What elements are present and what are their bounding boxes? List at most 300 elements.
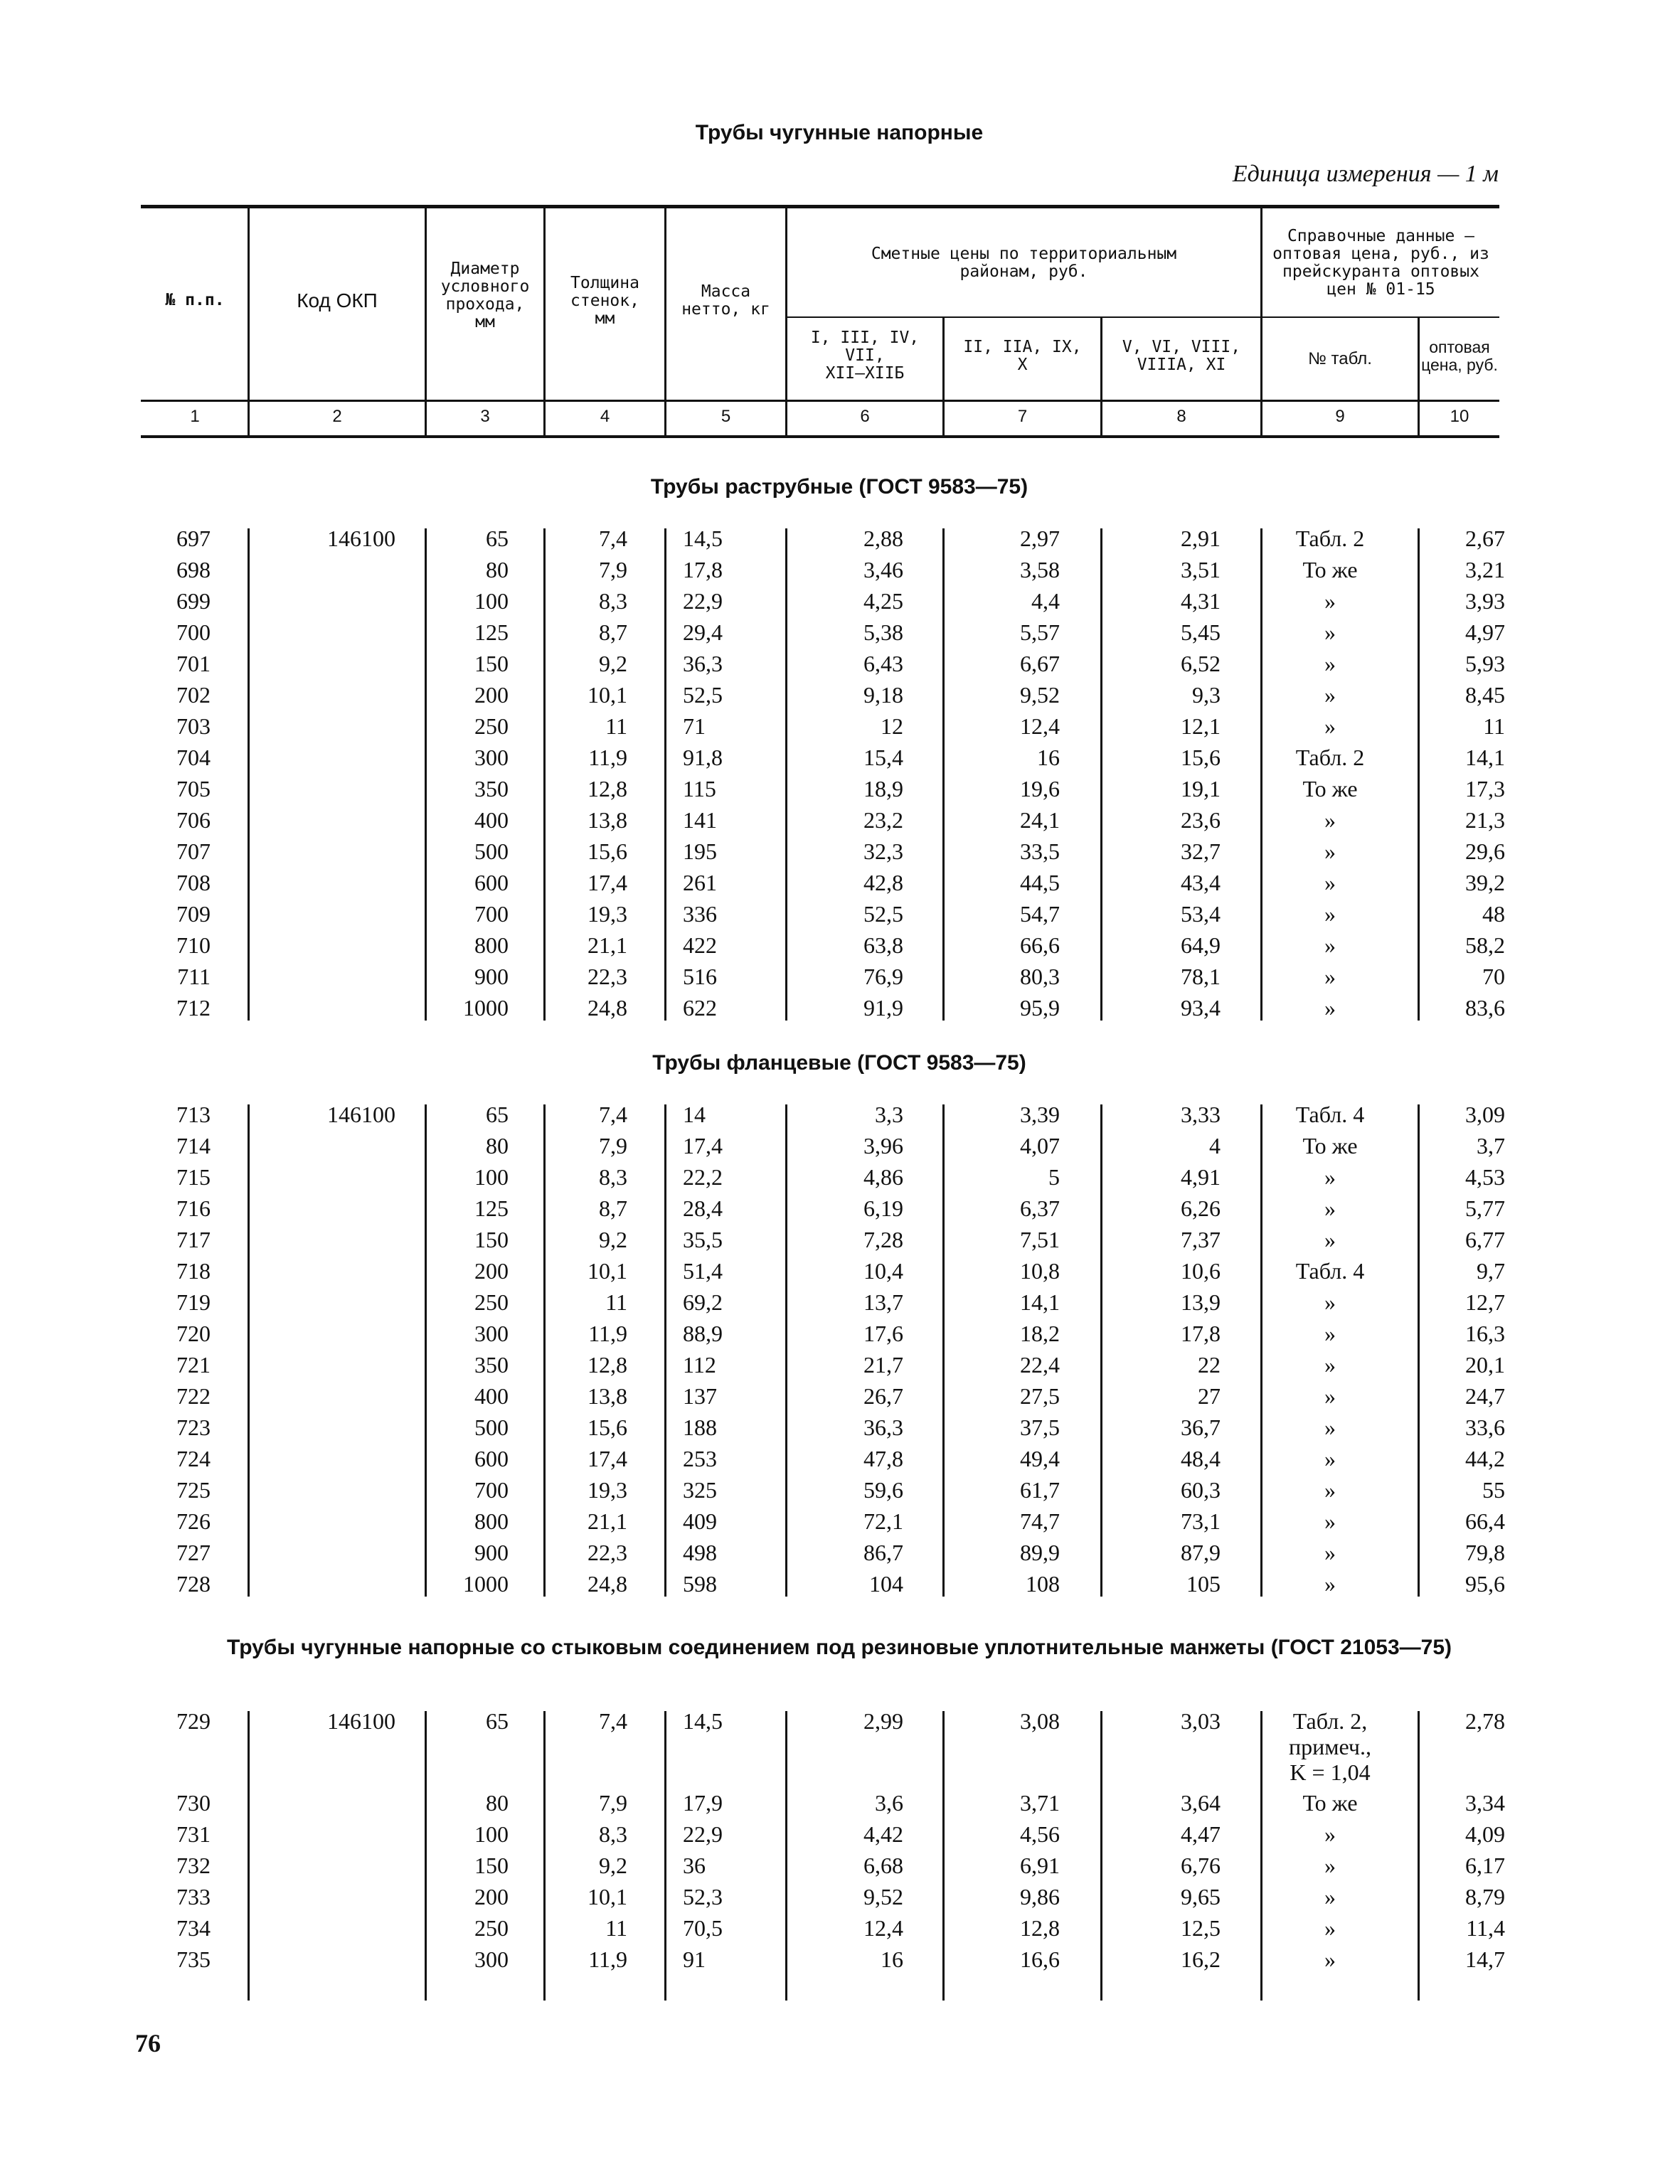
table-row [0,1193,1680,1224]
table-cell: » [1324,1227,1336,1252]
table-cell: 9,52 [1020,682,1060,708]
table-cell: 87,9 [1181,1540,1221,1565]
table-cell: 708 [176,870,211,895]
table-row [0,1412,1680,1443]
table-cell: 79,8 [1465,1540,1505,1565]
table-cell: 58,2 [1465,932,1505,958]
table-cell: 733 [176,1884,211,1909]
table-cell: 146100 [327,1708,395,1734]
table-cell: 65 [486,526,509,551]
table-cell: 5,77 [1465,1195,1505,1221]
table-cell: 715 [176,1164,211,1190]
table-cell: » [1324,1415,1336,1440]
table-cell: 10,1 [588,1884,627,1909]
column-separator [425,528,427,1021]
table-cell: 3,64 [1181,1790,1221,1816]
column-separator [543,1711,546,2001]
table-cell: 2,99 [863,1708,903,1734]
table-cell: 17,9 [683,1790,723,1816]
table-cell: 69,2 [683,1289,723,1315]
table-cell: 7,9 [599,557,627,582]
table-cell: 13,8 [588,807,627,833]
header-net-mass: Масса нетто, кг [681,282,770,319]
table-cell: 732 [176,1853,211,1878]
table-cell: 6,76 [1181,1853,1221,1878]
table-cell: » [1324,1946,1336,1972]
table-cell: 95,9 [1020,995,1060,1021]
table-cell: 704 [176,745,211,770]
table-cell: 9,3 [1192,682,1221,708]
table-cell: 29,6 [1465,838,1505,864]
table-cell: Табл. 2 [1295,526,1365,551]
table-cell: 12,1 [1181,713,1221,739]
table-row [0,898,1680,929]
table-cell: 37,5 [1020,1415,1060,1440]
table-cell: 35,5 [683,1227,723,1252]
table-cell: 250 [474,1289,509,1315]
table-cell: 728 [176,1571,211,1597]
table-cell: 65 [486,1102,509,1127]
table-cell: 36,7 [1181,1415,1221,1440]
table-cell: 4,47 [1181,1821,1221,1847]
table-cell: » [1324,1915,1336,1941]
table-cell: 735 [176,1946,211,1972]
table-cell: 80,3 [1020,964,1060,989]
table-cell: 900 [474,1540,509,1565]
table-cell: 7,4 [599,526,627,551]
table-cell: 11 [605,1289,627,1315]
table-cell: 14 [683,1102,706,1127]
table-cell: 3,08 [1020,1708,1060,1734]
table-cell: 11,9 [588,745,627,770]
table-cell: 17,4 [683,1133,723,1158]
table-cell: 73,1 [1181,1508,1221,1534]
header-bottom-rule [141,435,1499,438]
column-number: 8 [1176,407,1186,426]
table-cell: 720 [176,1321,211,1346]
table-cell: 17,8 [1181,1321,1221,1346]
table-cell: 10,4 [863,1258,903,1284]
table-cell: 300 [474,745,509,770]
table-row [0,742,1680,773]
table-cell: 52,5 [863,901,903,927]
table-row [0,1099,1680,1130]
table-cell: 108 [1026,1571,1060,1597]
table-cell: 22,9 [683,1821,723,1847]
table-row [0,554,1680,585]
table-cell: 4,31 [1181,588,1221,614]
table-cell: 17,6 [863,1321,903,1346]
table-cell: 7,51 [1020,1227,1060,1252]
column-number: 9 [1335,407,1345,426]
group-divider-prices [785,316,1260,318]
table-row [0,1224,1680,1255]
table-cell: 10,8 [1020,1258,1060,1284]
table-row [0,1881,1680,1912]
table-row [0,1944,1680,1975]
table-cell: 3,46 [863,557,903,582]
table-cell: 9,65 [1181,1884,1221,1909]
table-cell: 6,68 [863,1853,903,1878]
table-cell: 12,4 [1020,713,1060,739]
table-cell: 261 [683,870,717,895]
table-cell: Табл. 4 [1295,1102,1365,1127]
table-cell: 91,8 [683,745,723,770]
table-cell: 112 [683,1352,716,1378]
table-cell: 10,1 [588,682,627,708]
table-cell: 697 [176,526,211,551]
table-cell: 498 [683,1540,717,1565]
table-cell: 150 [474,1853,509,1878]
table-row [0,1318,1680,1349]
table-cell: 13,9 [1181,1289,1221,1315]
table-cell: 200 [474,1884,509,1909]
table-cell: 21,1 [588,1508,627,1534]
table-cell: 724 [176,1446,211,1471]
table-row [0,1818,1680,1850]
table-cell: 66,4 [1465,1508,1505,1534]
table-cell: 39,2 [1465,870,1505,895]
table-cell: » [1324,807,1336,833]
table-row [0,1255,1680,1287]
column-separator [1418,528,1420,1021]
table-cell: 5,45 [1181,619,1221,645]
table-cell: 61,7 [1020,1477,1060,1503]
table-cell: 700 [176,619,211,645]
header-table-number: № табл. [1308,349,1372,368]
table-cell: 100 [474,588,509,614]
table-cell: 7,4 [599,1708,627,1734]
table-cell: 20,1 [1465,1352,1505,1378]
column-separator [1418,1711,1420,2001]
table-cell: 3,6 [875,1790,903,1816]
table-cell: 719 [176,1289,211,1315]
table-cell: 43,4 [1181,870,1221,895]
table-cell: 409 [683,1508,717,1534]
table-cell: 7,4 [599,1102,627,1127]
table-cell: 146100 [327,1102,395,1127]
table-cell: 3,71 [1020,1790,1060,1816]
table-cell: 42,8 [863,870,903,895]
table-cell: 72,1 [863,1508,903,1534]
table-cell: 17,4 [588,1446,627,1471]
table-cell: 23,2 [863,807,903,833]
table-cell: 9,52 [863,1884,903,1909]
column-separator [785,528,787,1021]
header-reference-data: Справочные данные — оптовая цена, руб., из прейскуранта оптовых цен № 01-15 [1272,227,1489,299]
table-row [0,648,1680,679]
header-region-group-1: I, III, IV, VII, XII—XIIБ [810,329,920,383]
table-cell: 14,5 [683,1708,723,1734]
table-cell: 33,6 [1465,1415,1505,1440]
table-cell: 716 [176,1195,211,1221]
table-cell: 726 [176,1508,211,1534]
table-cell: 104 [869,1571,903,1597]
table-row [0,1380,1680,1412]
table-cell: 4,97 [1465,619,1505,645]
table-cell: 3,09 [1465,1102,1505,1127]
table-cell: 28,4 [683,1195,723,1221]
table-row [0,961,1680,992]
table-cell: 400 [474,807,509,833]
table-cell: » [1324,1289,1336,1315]
table-cell: 707 [176,838,211,864]
column-separator [664,1711,666,2001]
table-cell: 5 [1048,1164,1060,1190]
table-cell: 8,7 [599,619,627,645]
table-cell: 11 [605,1915,627,1941]
table-cell: 3,3 [875,1102,903,1127]
table-cell: 6,17 [1465,1853,1505,1878]
table-cell: 95,6 [1465,1571,1505,1597]
column-number: 10 [1450,407,1469,426]
table-cell: 49,4 [1020,1446,1060,1471]
table-cell: 713 [176,1102,211,1127]
table-cell: 9,2 [599,1853,627,1878]
column-separator [664,1104,666,1597]
table-cell: 10,1 [588,1258,627,1284]
table-cell: 731 [176,1821,211,1847]
table-cell: » [1324,619,1336,645]
table-cell: 76,9 [863,964,903,989]
table-cell: 705 [176,776,211,801]
table-cell: 350 [474,1352,509,1378]
table-cell: 32,7 [1181,838,1221,864]
table-cell: » [1324,682,1336,708]
table-cell: 18,9 [863,776,903,801]
table-cell: 3,58 [1020,557,1060,582]
table-cell: 83,6 [1465,995,1505,1021]
table-cell: 6,77 [1465,1227,1505,1252]
table-row [0,679,1680,710]
column-number: 3 [480,407,490,426]
table-cell: 800 [474,1508,509,1534]
table-cell: » [1324,713,1336,739]
table-cell: 3,7 [1477,1133,1505,1158]
table-cell: 74,7 [1020,1508,1060,1534]
table-cell: 6,26 [1181,1195,1221,1221]
table-cell: 64,9 [1181,932,1221,958]
table-cell: 7,9 [599,1790,627,1816]
table-cell: 137 [683,1383,717,1409]
page-number: 76 [135,2029,161,2057]
table-cell: 100 [474,1821,509,1847]
table-cell: 15,4 [863,745,903,770]
table-cell: 105 [1186,1571,1221,1597]
table-cell: 6,67 [1020,651,1060,676]
table-cell: 725 [176,1477,211,1503]
table-cell: 100 [474,1164,509,1190]
table-cell: 63,8 [863,932,903,958]
table-cell: 500 [474,1415,509,1440]
table-cell: 32,3 [863,838,903,864]
column-number: 4 [600,407,610,426]
page-title: Трубы чугунные напорные [695,121,984,144]
table-cell: » [1324,1164,1336,1190]
table-cell: » [1324,588,1336,614]
table-cell: » [1324,932,1336,958]
table-cell: 500 [474,838,509,864]
table-cell: 1000 [463,1571,509,1597]
column-separator [425,1104,427,1597]
column-number-rule [141,400,1499,402]
table-row [0,1537,1680,1568]
table-cell: 6,19 [863,1195,903,1221]
table-row [0,1474,1680,1506]
table-cell: 55 [1482,1477,1505,1503]
column-separator [543,528,546,1021]
table-cell: 19,3 [588,1477,627,1503]
table-cell: 1000 [463,995,509,1021]
header-estimated-prices: Сметные цены по территориальным районам, руб. [871,245,1177,281]
table-cell: 66,6 [1020,932,1060,958]
table-row [0,1349,1680,1380]
table-cell: 8,3 [599,588,627,614]
section-title: Трубы фланцевые (ГОСТ 9583—75) [652,1051,1026,1075]
table-cell: 78,1 [1181,964,1221,989]
table-cell: » [1324,1195,1336,1221]
table-cell: 22,3 [588,964,627,989]
table-cell: 734 [176,1915,211,1941]
table-cell: 7,28 [863,1227,903,1252]
table-cell: 2,97 [1020,526,1060,551]
header-wall-thickness: Толщина стенок, мм [570,274,639,328]
table-cell: » [1324,870,1336,895]
table-cell: 250 [474,713,509,739]
table-cell: 19,6 [1020,776,1060,801]
table-cell: 54,7 [1020,901,1060,927]
table-cell: 14,1 [1020,1289,1060,1315]
table-cell: 12,5 [1181,1915,1221,1941]
table-cell: 115 [683,776,716,801]
table-cell: 11,4 [1466,1915,1505,1941]
table-cell: 6,37 [1020,1195,1060,1221]
table-cell: 300 [474,1321,509,1346]
table-row [0,929,1680,961]
table-row [0,804,1680,836]
table-cell: 2,67 [1465,526,1505,551]
table-cell: 13,8 [588,1383,627,1409]
table-cell: 17,3 [1465,776,1505,801]
table-cell: 22 [1198,1352,1221,1378]
table-cell: 80 [486,557,509,582]
table-cell: 710 [176,932,211,958]
table-cell: 33,5 [1020,838,1060,864]
table-cell: 8,7 [599,1195,627,1221]
table-cell: 22,4 [1020,1352,1060,1378]
table-cell: 91 [683,1946,706,1972]
table-row [0,1287,1680,1318]
table-cell: 3,39 [1020,1102,1060,1127]
table-cell: 53,4 [1181,901,1221,927]
table-cell: 3,93 [1465,588,1505,614]
header-okp-code: Код ОКП [297,289,378,311]
table-cell: » [1324,1383,1336,1409]
table-cell: 8,3 [599,1821,627,1847]
table-cell: 16,3 [1465,1321,1505,1346]
table-cell: 14,1 [1465,745,1505,770]
header-row-number: № п.п. [165,291,225,309]
table-cell: 598 [683,1571,717,1597]
table-cell: 17,8 [683,557,723,582]
column-separator [942,1711,945,2001]
table-cell: 9,18 [863,682,903,708]
table-cell: 44,2 [1465,1446,1505,1471]
table-cell: » [1324,1571,1336,1597]
table-cell: 7,37 [1181,1227,1221,1252]
table-cell: 600 [474,870,509,895]
table-cell: 19,1 [1181,776,1221,801]
table-cell: 8,79 [1465,1884,1505,1909]
column-number: 1 [190,407,200,426]
table-cell: 146100 [327,526,395,551]
table-cell: 16 [881,1946,903,1972]
table-cell: 24,8 [588,1571,627,1597]
table-cell: 4 [1209,1133,1221,1158]
table-cell: 3,34 [1465,1790,1505,1816]
table-cell: 325 [683,1477,717,1503]
table-cell: » [1324,838,1336,864]
column-separator [543,1104,546,1597]
table-cell: 80 [486,1133,509,1158]
table-cell: » [1324,1321,1336,1346]
table-cell: » [1324,964,1336,989]
table-cell: 516 [683,964,717,989]
table-cell: 9,2 [599,651,627,676]
table-cell: 16,6 [1020,1946,1060,1972]
table-cell: 622 [683,995,717,1021]
table-cell: 200 [474,682,509,708]
section-title: Трубы раструбные (ГОСТ 9583—75) [650,475,1028,499]
table-cell: 44,5 [1020,870,1060,895]
table-cell: 702 [176,682,211,708]
table-cell: 10,6 [1181,1258,1221,1284]
column-separator [1260,1104,1262,1597]
table-cell: 36,3 [683,651,723,676]
column-separator [664,528,666,1021]
column-separator [248,1104,250,1597]
header-region-group-2: II, IIА, IX, X [963,338,1082,374]
table-cell: 125 [474,1195,509,1221]
table-cell: » [1324,1540,1336,1565]
column-separator [942,1104,945,1597]
table-cell: 21,7 [863,1352,903,1378]
table-cell: 9,7 [1477,1258,1505,1284]
table-cell: 150 [474,651,509,676]
table-cell: 48,4 [1181,1446,1221,1471]
section-title: Трубы чугунные напорные со стыковым соединением под резиновые уплотнительные манжеты (ГОСТ 21053—75) [227,1636,1452,1659]
table-cell: 60,3 [1181,1477,1221,1503]
table-cell: 52,3 [683,1884,723,1909]
table-cell: 3,96 [863,1133,903,1158]
table-cell: 700 [474,901,509,927]
table-cell: 730 [176,1790,211,1816]
table-cell: » [1324,1508,1336,1534]
table-cell: 706 [176,807,211,833]
table-cell: » [1324,995,1336,1021]
table-cell: Табл. 4 [1295,1258,1365,1284]
table-cell: 93,4 [1181,995,1221,1021]
table-cell: 712 [176,995,211,1021]
table-cell: » [1324,1853,1336,1878]
column-separator [942,528,945,1021]
table-cell: 714 [176,1133,211,1158]
table-cell: » [1324,1352,1336,1378]
table-cell: 36,3 [863,1415,903,1440]
table-row [0,585,1680,617]
column-separator [785,1104,787,1597]
table-cell: 15,6 [588,838,627,864]
